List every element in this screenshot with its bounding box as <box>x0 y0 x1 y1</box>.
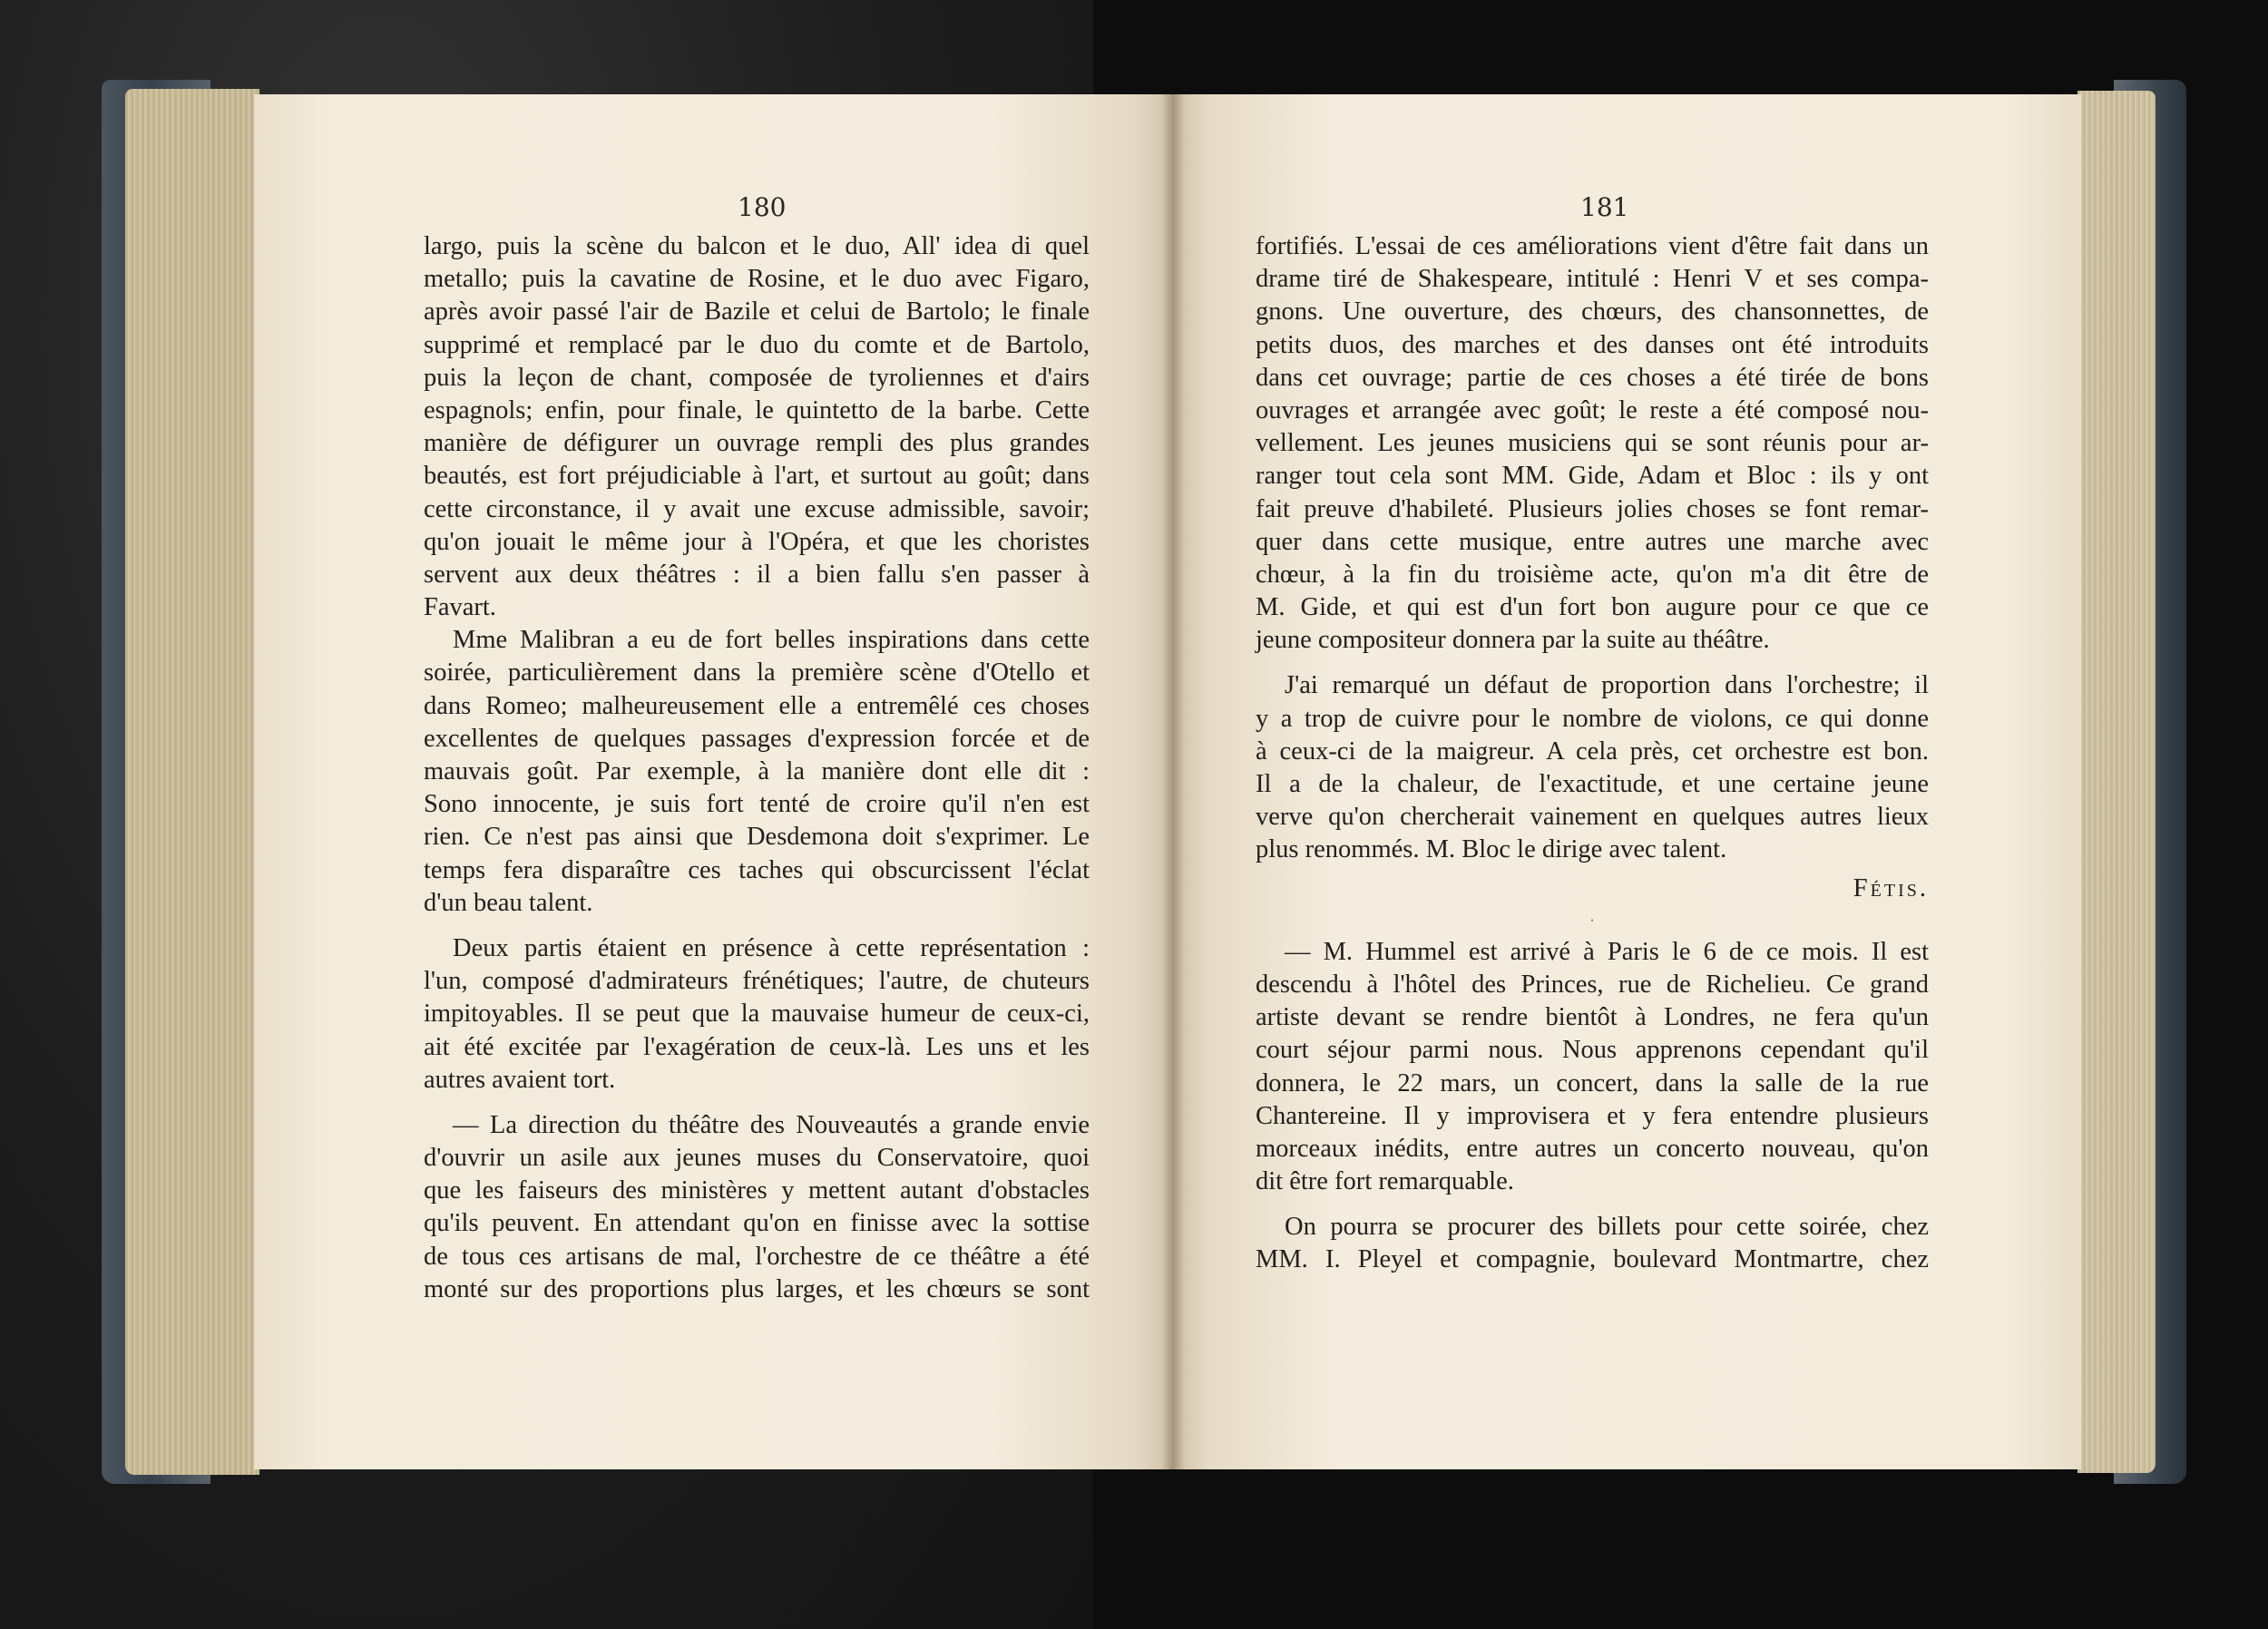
text-line: y a trop de cuivre pour le nombre de violons, ce qui donne <box>1256 704 1929 733</box>
text-line: fait preuve d'habileté. Plusieurs jolies choses se font remar- <box>1256 494 1929 523</box>
text-line: — La direction du théâtre des Nouveautés a grande envie <box>453 1110 1090 1139</box>
text-line: morceaux inédits, entre autres un concerto nouveau, qu'on <box>1256 1134 1929 1163</box>
text-line: Mme Malibran a eu de fort belles inspirations dans cette <box>453 626 1090 655</box>
separator-mark: · <box>1589 912 1595 929</box>
text-line: petits duos, des marches et des danses ont été introduits <box>1256 330 1929 359</box>
text-line: On pourra se procurer des billets pour cette soirée, chez <box>1285 1213 1929 1242</box>
left-page-text <box>424 230 1090 1306</box>
text-line: servent aux deux théâtres : il a bien fallu s'en passer à <box>424 560 1090 589</box>
text-line: Favart. <box>424 593 496 622</box>
text-line: ouvrages et arrangée avec goût; le reste a été composé nou- <box>1256 395 1929 424</box>
text-line: autres avaient tort. <box>424 1065 616 1094</box>
text-line: descendu à l'hôtel des Princes, rue de Richelieu. Ce grand <box>1256 970 1929 999</box>
text-line: impitoyables. Il se peut que la mauvaise humeur de ceux-ci, <box>424 1000 1090 1029</box>
text-line: à ceux-ci de la maigreur. A cela près, cet orchestre est bon. <box>1256 736 1929 766</box>
text-line: gnons. Une ouverture, des chœurs, des chansonnettes, de <box>1256 298 1929 327</box>
text-line: fortifiés. L'essai de ces améliorations vient d'être fait dans un <box>1256 232 1929 260</box>
text-line: dit être fort remarquable. <box>1256 1167 1514 1196</box>
text-line: excellentes de quelques passages d'expression forcée et de <box>424 724 1090 753</box>
page-edges-left <box>125 89 259 1475</box>
text-line: Chantereine. Il y improvisera et y fera entendre plusieurs <box>1256 1101 1929 1130</box>
text-line: chœur, à la fin du troisième acte, qu'on m'a dit être de <box>1256 560 1929 589</box>
text-line: verve qu'on chercherait vainement en quelques autres lieux <box>1256 803 1929 832</box>
text-line: Il a de la chaleur, de l'exactitude, et une certaine jeune <box>1256 770 1929 798</box>
text-line: puis la leçon de chant, composée de tyroliennes et d'airs <box>424 363 1090 392</box>
text-line: Sono innocente, je suis fort tenté de croire qu'il n'en est <box>424 790 1090 819</box>
text-line: dans Romeo; malheureusement elle a entremêlé ces choses <box>424 691 1090 720</box>
page-number-left: 180 <box>738 192 787 222</box>
text-line: monté sur des proportions plus larges, et les chœurs se sont <box>424 1274 1090 1303</box>
text-line: ranger tout cela sont MM. Gide, Adam et Bloc : ils y ont <box>1256 462 1929 491</box>
text-line: espagnols; enfin, pour finale, le quintetto de la barbe. Cette <box>424 395 1090 424</box>
text-line: metallo; puis la cavatine de Rosine, et le duo avec Figaro, <box>424 265 1090 294</box>
text-line: jeune compositeur donnera par la suite au théâtre. <box>1256 626 1770 655</box>
text-line: soirée, particulièrement dans la première scène d'Otello et <box>424 658 1090 688</box>
text-line: quer dans cette musique, entre autres une marche avec <box>1256 527 1929 556</box>
page-edges-right <box>2077 91 2156 1473</box>
text-line: plus renommés. M. Bloc le dirige avec talent. <box>1256 835 1727 864</box>
text-line: Deux partis étaient en présence à cette représentation : <box>453 933 1090 962</box>
text-line: après avoir passé l'air de Bazile et celui de Bartolo; le finale <box>424 298 1090 327</box>
text-line: cette circonstance, il y avait une excuse admissible, savoir; <box>424 494 1090 523</box>
text-line: largo, puis la scène du balcon et le duo, All' idea di quel <box>424 232 1090 260</box>
text-line: — M. Hummel est arrivé à Paris le 6 de ce mois. Il est <box>1285 937 1929 966</box>
text-line: de tous ces artisans de mal, l'orchestre de ce théâtre a été <box>424 1242 1090 1271</box>
text-line: rien. Ce n'est pas ainsi que Desdemona doit s'exprimer. Le <box>424 823 1090 852</box>
text-line: ait été excitée par l'exagération de ceux-là. Les uns et les <box>424 1032 1090 1061</box>
author-signature: Fétis. <box>1853 873 1929 902</box>
right-page-text <box>1256 230 1929 1277</box>
text-line: mauvais goût. Par exemple, à la manière dont elle dit : <box>424 757 1090 785</box>
text-line: l'un, composé d'admirateurs frénétiques; l'autre, de chuteurs <box>424 967 1090 996</box>
text-line: J'ai remarqué un défaut de proportion dans l'orchestre; il <box>1285 671 1929 700</box>
text-line: drame tiré de Shakespeare, intitulé : Henri V et ses compa- <box>1256 265 1929 294</box>
text-line: supprimé et remplacé par le duo du comte et de Bartolo, <box>424 330 1090 359</box>
text-line: M. Gide, et qui est d'un fort bon augure pour ce que ce <box>1256 593 1929 622</box>
text-line: beautés, est fort préjudiciable à l'art, et surtout au goût; dans <box>424 462 1090 491</box>
text-line: qu'ils peuvent. En attendant qu'on en finisse avec la sottise <box>424 1209 1090 1238</box>
text-line: qu'on jouait le même jour à l'Opéra, et que les choristes <box>424 527 1090 556</box>
text-line: artiste devant se rendre bientôt à Londres, ne fera qu'un <box>1256 1003 1929 1032</box>
text-line: donnera, le 22 mars, un concert, dans la salle de la rue <box>1256 1068 1929 1097</box>
book-gutter <box>1161 94 1185 1469</box>
text-line: d'ouvrir un asile aux jeunes muses du Conservatoire, quoi <box>424 1144 1090 1173</box>
text-line: d'un beau talent. <box>424 888 593 917</box>
text-line: temps fera disparaître ces taches qui obscurcissent l'éclat <box>424 855 1090 884</box>
text-line: vellement. Les jeunes musiciens qui se sont réunis pour ar- <box>1256 429 1929 458</box>
text-line: dans cet ouvrage; partie de ces choses a été tirée de bons <box>1256 363 1929 392</box>
text-line: que les faiseurs des ministères y mettent autant d'obstacles <box>424 1176 1090 1205</box>
text-line: court séjour parmi nous. Nous apprenons cependant qu'il <box>1256 1036 1929 1065</box>
page-number-right: 181 <box>1580 192 1629 222</box>
text-line: MM. I. Pleyel et compagnie, boulevard Montmartre, chez <box>1256 1245 1929 1274</box>
text-line: manière de défigurer un ouvrage rempli des plus grandes <box>424 429 1090 458</box>
